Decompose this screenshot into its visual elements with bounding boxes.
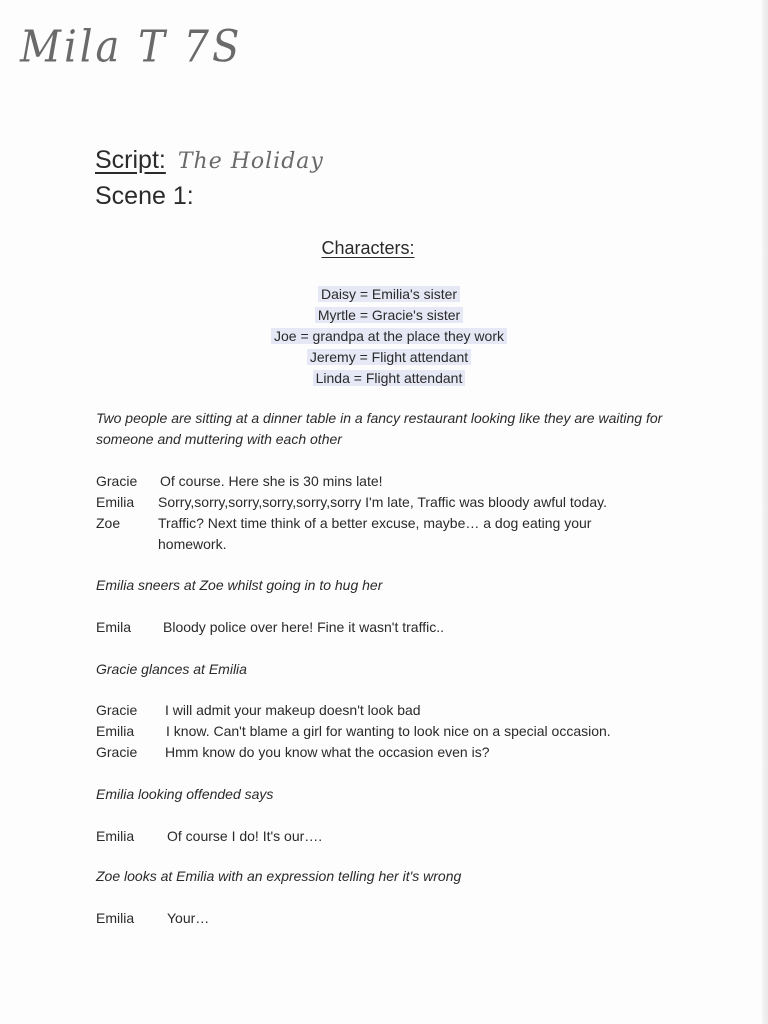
stage-direction: Two people are sitting at a dinner table in a fancy restaurant looking like they are waiting for someone and muttering with each other: [96, 410, 663, 447]
dialogue-line: [96, 513, 656, 555]
dialogue-text: Sorry,sorry,sorry,sorry,sorry,sorry I'm late, Traffic was bloody awful today.: [158, 494, 607, 510]
stage-direction: Emilia sneers at Zoe whilst going in to hug her: [96, 577, 383, 593]
speaker-name: Zoe: [96, 515, 121, 531]
characters-heading: Characters:: [321, 238, 415, 258]
dialogue-block: [96, 471, 656, 555]
speaker-name: Emilia: [96, 910, 135, 926]
dialogue-block: [96, 826, 322, 847]
speaker-name: Emilia: [96, 723, 135, 739]
dialogue-line: [96, 721, 611, 742]
handwritten-script-title: The Holiday: [177, 149, 324, 174]
script-title-line: [95, 146, 324, 175]
speaker-name: Gracie: [96, 744, 138, 760]
character-entry: Daisy = Emilia's sister: [0, 284, 768, 305]
dialogue-line: [96, 492, 656, 513]
dialogue-block: [96, 700, 611, 763]
dialogue-line: [96, 742, 611, 763]
character-entry: Joe = grandpa at the place they work: [0, 326, 768, 347]
dialogue-block: [96, 617, 444, 638]
stage-direction: Emilia looking offended says: [96, 786, 274, 802]
stage-direction: Gracie glances at Emilia: [96, 661, 247, 677]
dialogue-text: I will admit your makeup doesn't look bad: [165, 702, 421, 718]
dialogue-text: Traffic? Next time think of a better excuse, maybe… a dog eating your homework.: [158, 515, 592, 552]
dialogue-line: [96, 700, 611, 721]
dialogue-block: [96, 908, 209, 929]
dialogue-line: [96, 617, 444, 638]
speaker-name: Emilia: [96, 494, 135, 510]
speaker-name: Gracie: [96, 473, 138, 489]
handwritten-name: Mila T 7S: [20, 22, 243, 73]
page-edge-shadow: [762, 0, 768, 1024]
speaker-name: Emila: [96, 619, 132, 635]
dialogue-text: Hmm know do you know what the occasion even is?: [165, 744, 490, 760]
characters-list: [0, 284, 768, 389]
dialogue-line: [96, 471, 656, 492]
character-entry: Myrtle = Gracie's sister: [0, 305, 768, 326]
dialogue-line: [96, 826, 322, 847]
dialogue-text: Bloody police over here! Fine it wasn't traffic..: [163, 619, 444, 635]
scene-heading: Scene 1:: [95, 182, 194, 210]
character-entry: Jeremy = Flight attendant: [0, 347, 768, 368]
dialogue-text: Your…: [167, 910, 210, 926]
character-entry: Linda = Flight attendant: [0, 368, 768, 389]
stage-direction: Zoe looks at Emilia with an expression telling her it's wrong: [96, 868, 462, 884]
script-label: Script:: [95, 146, 166, 174]
dialogue-text: Of course I do! It's our….: [167, 828, 323, 844]
dialogue-text: I know. Can't blame a girl for wanting to look nice on a special occasion.: [166, 723, 611, 739]
speaker-name: Emilia: [96, 828, 135, 844]
dialogue-line: [96, 908, 209, 929]
speaker-name: Gracie: [96, 702, 138, 718]
dialogue-text: Of course. Here she is 30 mins late!: [160, 473, 383, 489]
